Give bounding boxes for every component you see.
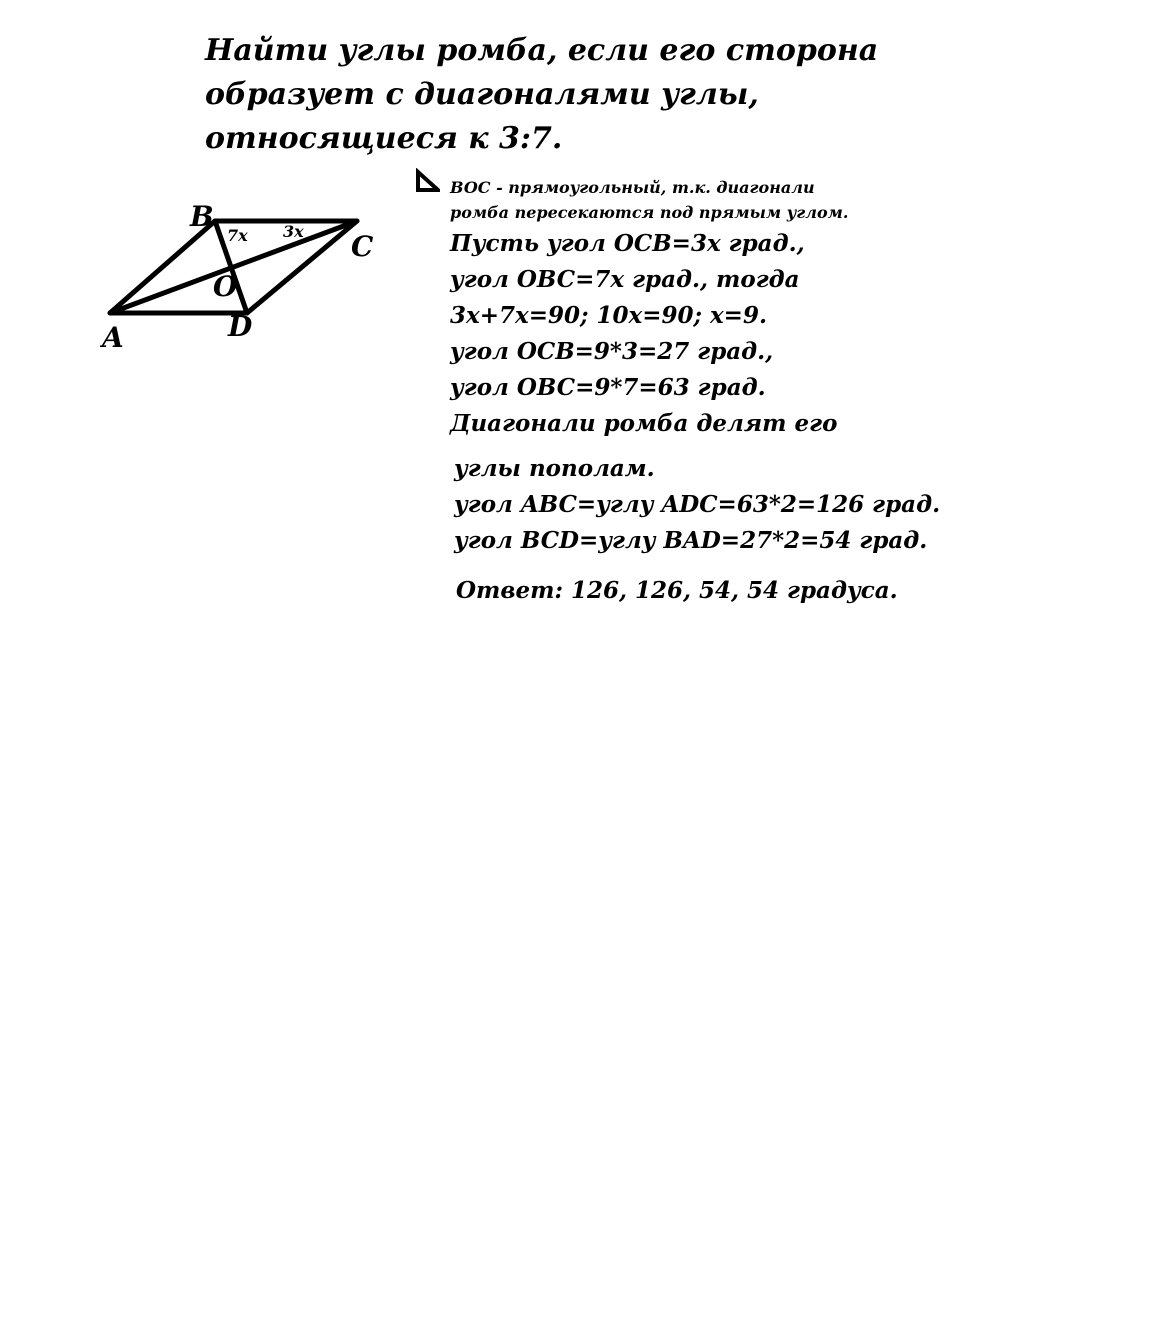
solution-line-7: углы пополам. — [454, 455, 655, 482]
solution-line-6: Диагонали ромба делят его — [450, 410, 838, 437]
solution-line-1: Пусть угол OCB=3x град., — [450, 230, 805, 257]
problem-line-3: относящиеся к 3:7. — [205, 121, 563, 156]
problem-line-1: Найти углы ромба, если его сторона — [205, 33, 879, 68]
angle-label-obc: 7x — [227, 226, 248, 245]
solution-line-3: 3x+7x=90; 10x=90; x=9. — [450, 302, 767, 329]
solution-line-2: угол OBC=7x град., тогда — [450, 266, 800, 293]
solution-line-5: угол OBC=9*7=63 град. — [450, 374, 766, 401]
solution-line-8: угол ABC=углу ADC=63*2=126 град. — [454, 491, 941, 518]
vertex-label-d: D — [228, 310, 253, 343]
right-triangle-icon — [410, 168, 440, 196]
answer: Ответ: 126, 126, 54, 54 градуса. — [456, 577, 898, 604]
note-line-2: ромба пересекаются под прямым углом. — [450, 203, 849, 222]
vertex-label-a: A — [102, 321, 124, 354]
rhombus-figure — [0, 0, 420, 370]
solution-line-9: угол BCD=углу BAD=27*2=54 град. — [454, 527, 928, 554]
vertex-label-b: B — [190, 200, 214, 233]
angle-label-ocb: 3x — [283, 222, 304, 241]
note-line-1: BOC - прямоугольный, т.к. диагонали — [450, 178, 815, 197]
vertex-label-c: C — [351, 230, 374, 263]
problem-line-2: образует с диагоналями углы, — [205, 77, 759, 112]
solution-line-4: угол OCB=9*3=27 град., — [450, 338, 774, 365]
vertex-label-o: O — [213, 270, 238, 303]
